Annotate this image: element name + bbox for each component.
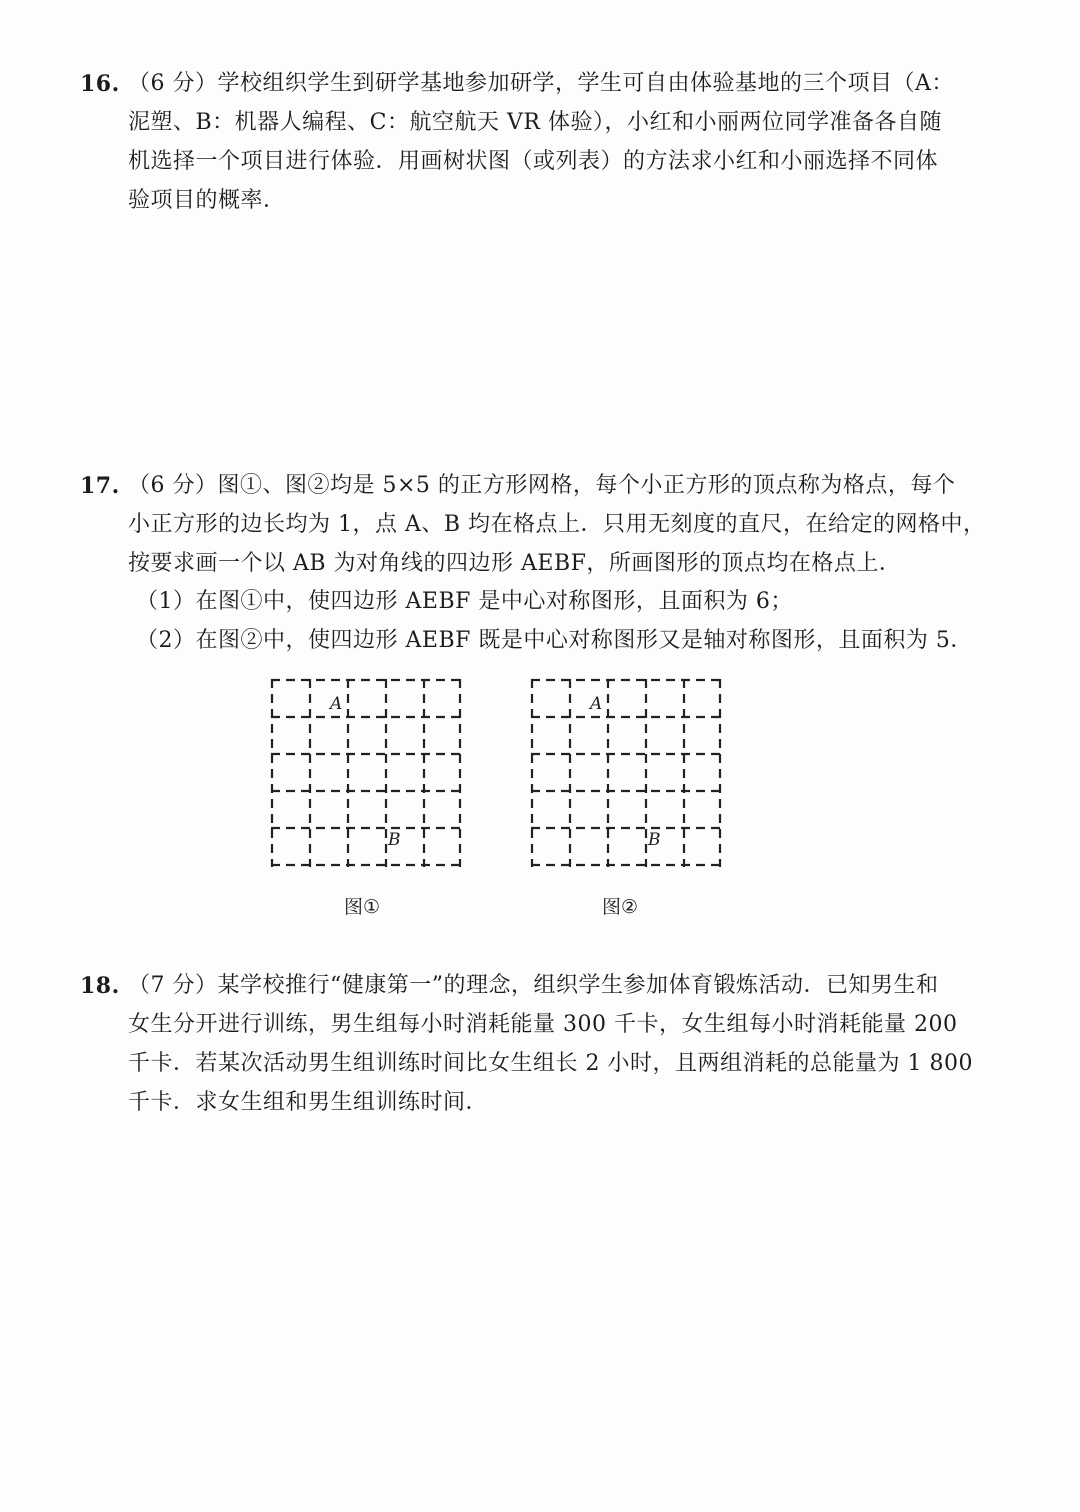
- question-text-line: 千卡．求女生组和男生组训练时间．: [128, 1090, 489, 1115]
- question-text-line: （7 分）某学校推行“健康第一”的理念，组织学生参加体育锻炼活动．已知男生和: [128, 973, 939, 998]
- point-a-label: A: [330, 694, 343, 714]
- question-text-line: 小正方形的边长均为 1，点 A、B 均在格点上．只用无刻度的直尺，在给定的网格中，: [128, 512, 986, 537]
- grid-figure-2: [530, 678, 722, 868]
- figure-caption: 图①: [344, 896, 381, 918]
- question-text-line: 按要求画一个以 AB 为对角线的四边形 AEBF，所画图形的顶点均在格点上．: [128, 551, 902, 576]
- grid-figure-1: [270, 678, 462, 868]
- grid-5x5: [270, 678, 462, 868]
- point-a-label: A: [590, 694, 603, 714]
- question-number: 16.: [80, 71, 120, 97]
- question-number: 18.: [80, 973, 120, 999]
- sub-question-1: （1）在图①中，使四边形 AEBF 是中心对称图形，且面积为 6；: [136, 589, 793, 614]
- question-text-line: 验项目的概率．: [128, 188, 286, 213]
- question-number: 17.: [80, 473, 120, 499]
- sub-question-2: （2）在图②中，使四边形 AEBF 既是中心对称图形又是轴对称图形，且面积为 5．: [136, 628, 973, 653]
- question-text-line: （6 分）学校组织学生到研学基地参加研学，学生可自由体验基地的三个项目（A：: [128, 71, 954, 96]
- grid-5x5: [530, 678, 722, 868]
- point-b-label: B: [388, 830, 401, 850]
- question-text-line: 女生分开进行训练，男生组每小时消耗能量 300 千卡，女生组每小时消耗能量 200: [128, 1012, 958, 1037]
- question-text-line: 泥塑、B：机器人编程、C：航空航天 VR 体验），小红和小丽两位同学准备各自随: [128, 110, 942, 135]
- figure-caption: 图②: [602, 896, 639, 918]
- question-text-line: （6 分）图①、图②均是 5×5 的正方形网格，每个小正方形的顶点称为格点，每个: [128, 473, 956, 498]
- point-b-label: B: [648, 830, 661, 850]
- question-text-line: 千卡．若某次活动男生组训练时间比女生组长 2 小时，且两组消耗的总能量为 1 800: [128, 1051, 973, 1076]
- question-text-line: 机选择一个项目进行体验．用画树状图（或列表）的方法求小红和小丽选择不同体: [128, 149, 939, 174]
